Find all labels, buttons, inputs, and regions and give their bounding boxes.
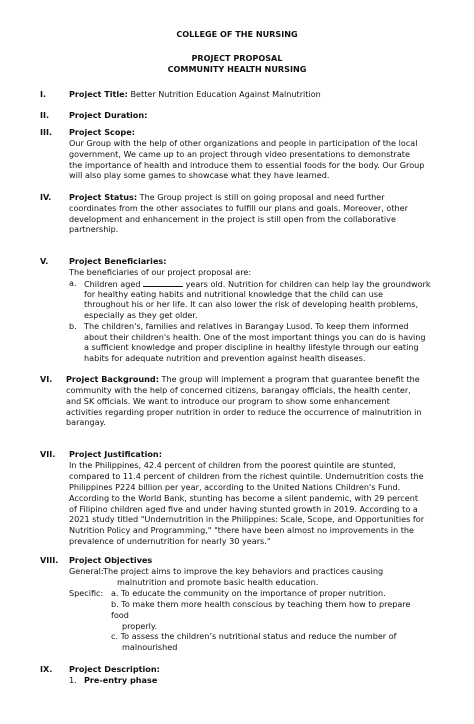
- section-number: III.: [40, 127, 53, 137]
- section-number: II.: [40, 110, 50, 120]
- body-line: community with the help of concerned citizens, barangay officials, the health center,: [66, 385, 411, 395]
- section-label: Project Duration:: [69, 110, 148, 120]
- list-marker: b.: [69, 321, 77, 331]
- section-label: Project Title:: [69, 89, 128, 99]
- body-line: The project aims to improve the key behaviors and practices causing: [103, 566, 384, 576]
- document-title: PROJECT PROPOSAL: [191, 53, 283, 63]
- body-line: coordinates from the other associates to fulfill our plans and goals. Moreover, other: [69, 203, 408, 213]
- objective-item: b. To make them more health conscious by teaching them how to prepare: [111, 599, 411, 609]
- section-label: Project Description:: [69, 664, 160, 674]
- list-marker: 1.: [69, 675, 77, 685]
- body-line: about their children's health. One of the most important things you can do is having: [84, 332, 426, 342]
- section-label: Project Beneficiaries:: [69, 256, 167, 266]
- body-line: The children's, families and relatives in Barangay Lusod. To keep them informed: [84, 321, 409, 331]
- body-text: Children aged: [84, 279, 141, 289]
- body-line: for healthy eating habits and nutritional knowledge that the child can use: [84, 289, 383, 299]
- body-line: development and enhancement in the project is still open from the collaborative: [69, 214, 396, 224]
- body-text: The Group project is still on going proposal and need further: [139, 192, 385, 202]
- phase-item: Pre-entry phase: [84, 675, 158, 685]
- list-marker: a.: [69, 278, 77, 288]
- body-line: and SK officials. We want to introduce our program to show some enhancement: [66, 396, 390, 406]
- blank-underline: [143, 278, 183, 287]
- specific-label: Specific:: [69, 588, 104, 598]
- body-text: The group will implement a program that guarantee benefit the: [161, 374, 420, 384]
- body-line: throughout his or her life. It can also lower the risk of developing health problems,: [84, 299, 419, 309]
- general-label: General:: [69, 566, 104, 576]
- body-line: Nutrition Policy and Programming," "there have been almost no improvements in the: [69, 525, 415, 535]
- section-number: IV.: [40, 192, 52, 202]
- section-label: Project Justification:: [69, 449, 162, 459]
- project-title-line: [69, 89, 321, 100]
- section-label: Project Scope:: [69, 127, 135, 137]
- body-line: In the Philippines, 42.4 percent of children from the poorest quintile are stunted,: [69, 460, 396, 470]
- body-line: the importance of health and introduce them to essential foods for the body. Our Group: [69, 160, 425, 170]
- body-text: years old. Nutrition for children can help lay the groundwork: [185, 279, 431, 289]
- body-line: prevalence of undernutrition for nearly 30 years.": [69, 536, 271, 546]
- body-line: Philippines P224 billion per year, according to the United Nations Children's Fund.: [69, 482, 401, 492]
- body-line: malnourished: [122, 642, 178, 652]
- section-number: VII.: [40, 449, 56, 459]
- section-number: IX.: [40, 664, 53, 674]
- body-line: food: [111, 610, 129, 620]
- section-number: I.: [40, 89, 47, 99]
- project-background-line: [66, 374, 420, 385]
- document-subtitle: COMMUNITY HEALTH NURSING: [167, 64, 307, 74]
- section-label: Project Status:: [69, 192, 138, 202]
- project-status-line: [69, 192, 385, 203]
- body-line: partnership.: [69, 224, 119, 234]
- section-number: V.: [40, 256, 49, 266]
- section-label: Project Background:: [66, 374, 159, 384]
- college-name: COLLEGE OF THE NURSING: [176, 29, 298, 39]
- objective-item: a. To educate the community on the importance of proper nutrition.: [111, 588, 386, 598]
- section-number: VI.: [40, 374, 53, 384]
- body-line: The beneficiaries of our project proposal are:: [69, 267, 252, 277]
- body-line: of Filipino children aged five and under having stunted growth in 2019. According to a: [69, 504, 418, 514]
- body-line: properly.: [122, 621, 158, 631]
- body-line: government, We came up to an project through video presentations to demonstrate: [69, 149, 410, 159]
- body-line: habits for adequate nutrition and prevention against health diseases.: [84, 353, 366, 363]
- body-line: especially as they get older.: [84, 310, 198, 320]
- section-number: VIII.: [40, 555, 59, 565]
- body-line: Our Group with the help of other organizations and people in participation of the local: [69, 138, 418, 148]
- body-line: will also play some games to showcase what they have learned.: [69, 170, 330, 180]
- body-line: 2021 study titled "Undernutrition in the Philippines: Scale, Scope, and Opportunities for: [69, 514, 425, 524]
- section-label: Project Objectives: [69, 555, 153, 565]
- body-line: According to the World Bank, stunting has become a silent pandemic, with 29 percent: [69, 493, 418, 503]
- body-line: compared to 11.4 percent of children from the richest quintile. Undernutrition costs the: [69, 471, 424, 481]
- objective-item: c. To assess the children’s nutritional status and reduce the number of: [111, 631, 397, 641]
- project-title-value: Better Nutrition Education Against Malnutrition: [130, 89, 321, 99]
- body-line: barangay.: [66, 417, 106, 427]
- body-line: malnutrition and promote basic health education.: [117, 577, 319, 587]
- body-line: activities regarding proper nutrition in order to reduce the occurrence of malnutrition in: [66, 407, 422, 417]
- body-line: a sufficient knowledge and proper discipline in healthy lifestyle through our eating: [84, 342, 419, 352]
